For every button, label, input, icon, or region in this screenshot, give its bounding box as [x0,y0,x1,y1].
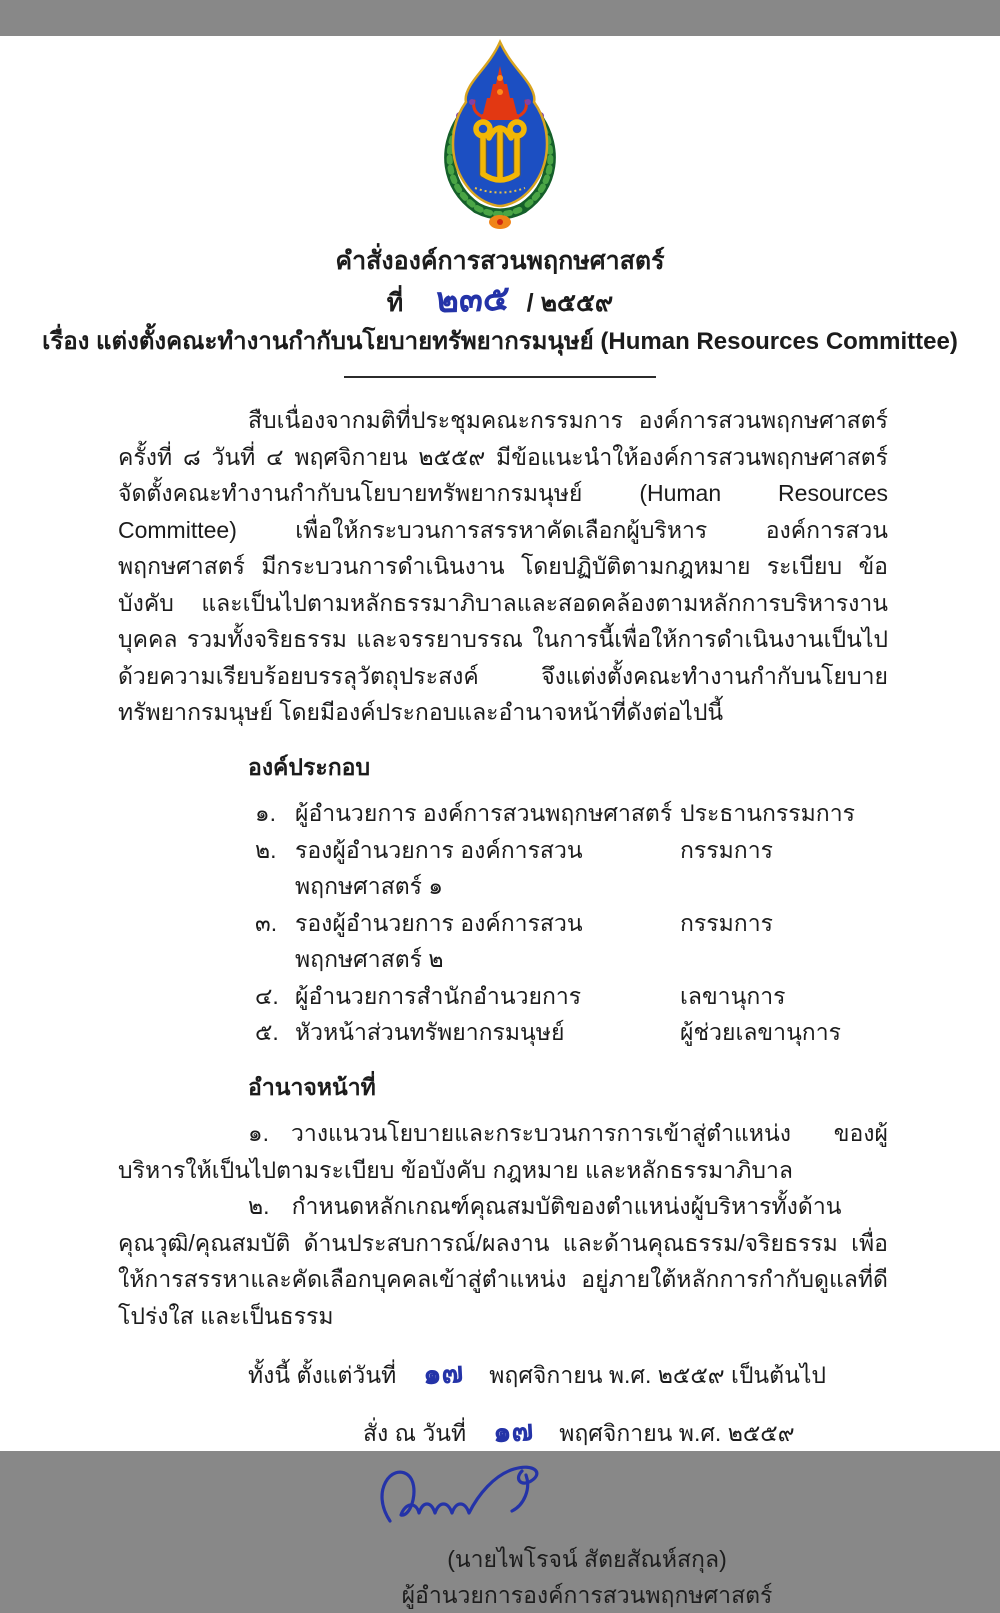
member-role: กรรมการ [680,836,773,863]
member-row [118,832,888,905]
flower-icon [489,215,511,229]
member-role: เลขานุการ [680,982,786,1009]
organization-emblem [425,36,575,236]
duty-item [118,1188,888,1334]
member-title: หัวหน้าส่วนทรัพยากรมนุษย์ [295,1019,565,1045]
subject-line: เรื่อง แต่งตั้งคณะทำงานกำกับนโยบายทรัพยากรมนุษย์ (Human Resources Committee) [42,328,958,355]
handwritten-issued-day: ๑๗ [491,1414,534,1449]
composition-list [118,795,888,1051]
duty-number: ๑. [248,1120,269,1146]
issued-suffix: พฤศจิกายน พ.ศ. ๒๕๕๙ [559,1419,795,1446]
order-number-year: / ๒๕๕๙ [526,289,614,317]
document-page [0,36,1000,1608]
member-role: ผู้ช่วยเลขานุการ [680,1019,841,1045]
member-row [118,795,888,832]
order-number-prefix: ที่ [386,289,404,317]
member-number: ๓. [255,909,278,936]
document-title: คำสั่งองค์การสวนพฤกษศาสตร์ [335,247,665,275]
member-number: ๔. [255,982,279,1009]
composition-heading: องค์ประกอบ [248,753,371,780]
member-title: ผู้อำนวยการสำนักอำนวยการ [295,982,582,1009]
separator-line [344,376,656,378]
handwritten-effective-day: ๑๗ [421,1356,464,1392]
duty-text: กำหนดหลักเกณฑ์คุณสมบัติของตำแหน่งผู้บริหารทั้งด้านคุณวุฒิ/คุณสมบัติ ด้านประสบการณ์/ผลงาน และด้านคุณธรรม/จริยธรรม เพื่อให้การสรรหาและคัดเลือกบุคคลเข้าสู่ตำแหน่ง อยู่ภายใต้หลักการกำกับดูแลที่ดี โปร่งใส และเป็นธรรม [118,1193,888,1329]
effective-suffix: พฤศจิกายน พ.ศ. ๒๕๕๙ เป็นต้นไป [489,1362,826,1388]
duties-heading: อำนาจหน้าที่ [248,1073,376,1100]
member-number: ๕. [255,1019,279,1045]
member-number: ๒. [255,836,277,863]
order-number-line [0,278,1000,325]
member-row [118,905,888,978]
signature [368,1459,603,1539]
issued-date-line [363,1414,888,1452]
member-role: ประธานกรรมการ [680,800,855,826]
effective-prefix: ทั้งนี้ ตั้งแต่วันที่ [248,1362,397,1388]
member-title: ผู้อำนวยการ องค์การสวนพฤกษศาสตร์ [295,800,673,826]
duty-item [118,1115,888,1188]
duty-text: วางแนวนโยบายและกระบวนการการเข้าสู่ตำแหน่ง ของผู้บริหารให้เป็นไปตามระเบียบ ข้อบังคับ กฎหมาย และหลักธรรมาภิบาล [118,1120,888,1183]
member-row [118,978,888,1015]
member-title: รองผู้อำนวยการ องค์การสวนพฤกษศาสตร์ ๒ [295,909,583,972]
member-title: รองผู้อำนวยการ องค์การสวนพฤกษศาสตร์ ๑ [295,836,583,899]
effective-date-line [248,1356,888,1394]
signatory-block [372,1541,802,1613]
handwritten-order-number: ๒๓๕ [435,278,511,321]
member-number: ๑. [255,800,276,826]
signatory-name: (นายไพโรจน์ สัตยสัณห์สกุล) [447,1546,727,1572]
title-block [0,244,1000,359]
member-row [118,1014,888,1051]
issued-prefix: สั่ง ณ วันที่ [363,1419,467,1446]
member-role: กรรมการ [680,909,773,936]
emblem-graphic [425,36,575,236]
preamble-paragraph: สืบเนื่องจากมติที่ประชุมคณะกรรมการ องค์การสวนพฤกษศาสตร์ ครั้งที่ ๘ วันที่ ๔ พฤศจิกายน ๒๕๕๙ มีข้อแนะนำให้องค์การสวนพฤกษศาสตร์จัดตั้งคณะทำงานกำกับนโยบายทรัพยากรมนุษย์ (Human Resources Committee) เพื่อให้กระบวนการสรรหาคัดเลือกผู้บริหาร องค์การสวนพฤกษศาสตร์ มีกระบวนการดำเนินงาน โดยปฏิบัติตามกฎหมาย ระเบียบ ข้อบังคับ และเป็นไปตามหลักธรรมาภิบาลและสอดคล้องตามหลักการบริหารงานบุคคล รวมทั้งจริยธรรม และจรรยาบรรณ ในการนี้เพื่อให้การดำเนินงานเป็นไปด้วยความเรียบร้อยบรรลุวัตถุประสงค์ จึงแต่งตั้งคณะทำงานกำกับนโยบายทรัพยากรมนุษย์ โดยมีองค์ประกอบและอำนาจหน้าที่ดังต่อไปนี้ [118,407,888,725]
duty-number: ๒. [248,1193,270,1219]
signatory-position: ผู้อำนวยการองค์การสวนพฤกษศาสตร์ [401,1582,773,1608]
document-body [118,402,888,1451]
